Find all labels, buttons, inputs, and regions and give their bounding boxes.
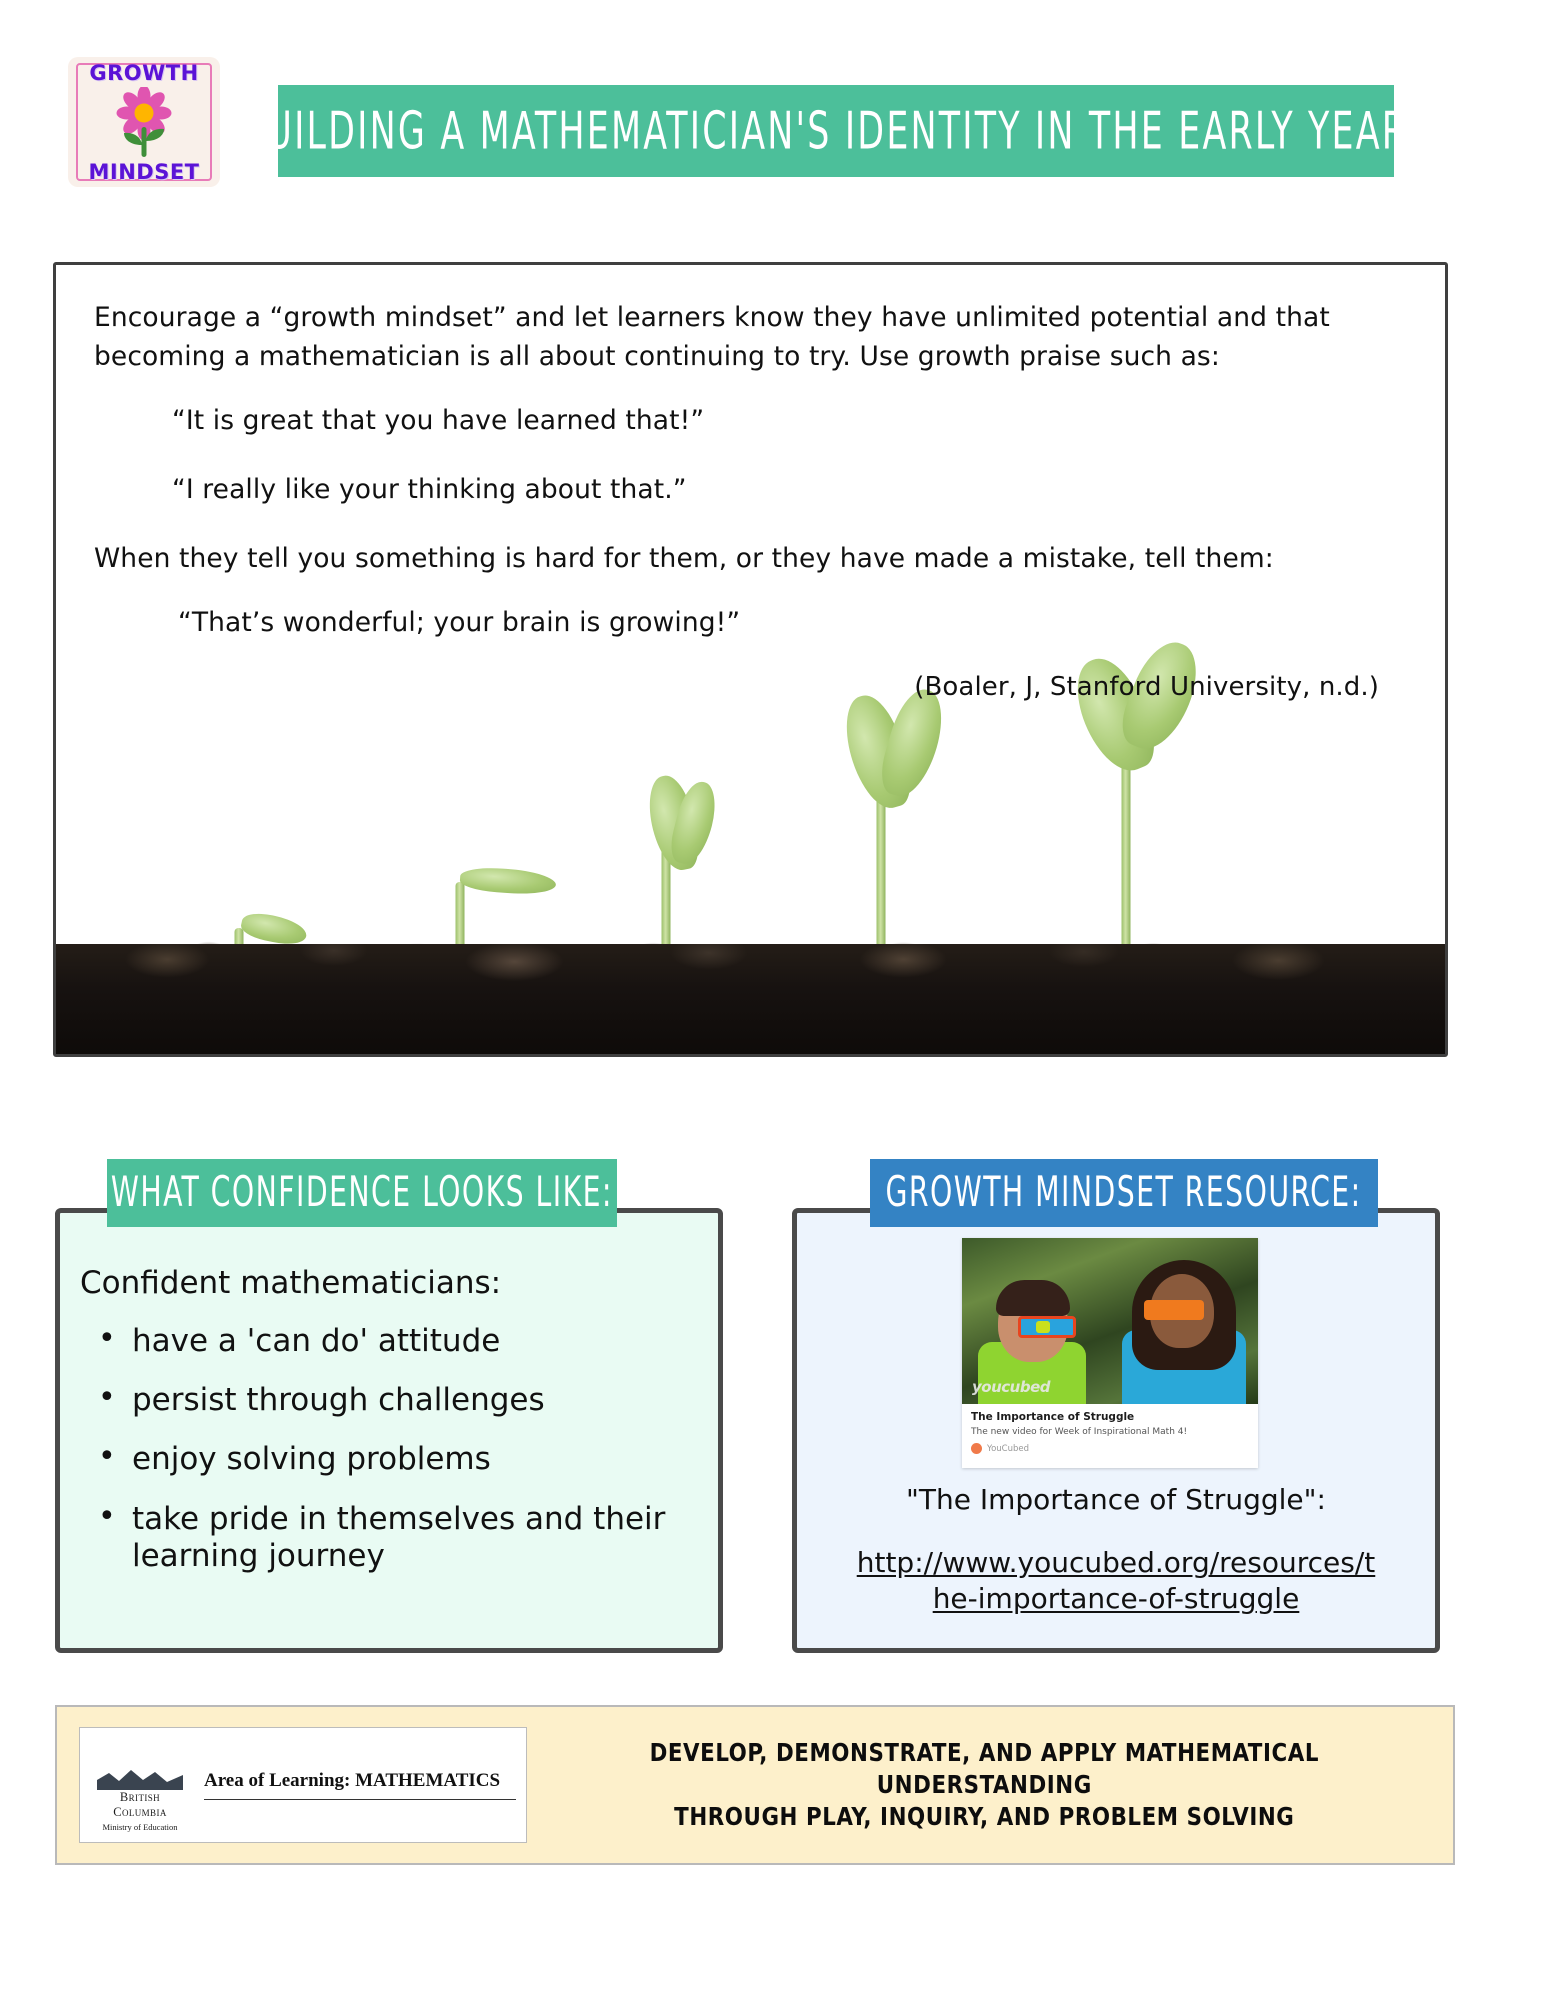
- bc-province-name: [113, 1790, 167, 1819]
- confidence-list: [80, 1323, 700, 1575]
- list-item: • enjoy solving problems: [80, 1441, 700, 1478]
- resource-url-link[interactable]: [857, 1546, 1376, 1615]
- seedling-growth-stages-photo: [56, 724, 1445, 1054]
- intro-paragraph: Encourage a “growth mindset” and let learners know they have unlimited potential and that becoming a mathematician is all about continuing to try. Use growth praise such as:: [94, 302, 1330, 372]
- thumbnail-source-label: YouCubed: [987, 1443, 1029, 1454]
- area-of-learning-block: [198, 1770, 516, 1800]
- resource-url[interactable]: [810, 1545, 1422, 1617]
- sunburst-graphic: [97, 1738, 183, 1790]
- big-idea-statement: [550, 1737, 1430, 1833]
- mask-orange: [1144, 1300, 1204, 1320]
- child-right: [1116, 1254, 1248, 1404]
- bc-ministry-label: Ministry of Education: [102, 1821, 178, 1832]
- url-line-1: http://www.youcubed.org/resources/t: [856, 1546, 1376, 1579]
- bc-line-2: Columbia: [113, 1804, 167, 1819]
- confidence-card-body: [80, 1265, 700, 1597]
- confidence-lead: Confident mathematicians:: [80, 1265, 502, 1301]
- praise-quote-2: “I really like your thinking about that.”: [172, 474, 687, 506]
- thumbnail-subtitle: The new video for Week of Inspirational Math 4!: [971, 1427, 1188, 1437]
- bc-line-1: British: [119, 1790, 161, 1805]
- bc-mountains-sunburst-icon: [90, 1738, 190, 1832]
- bc-curriculum-box: [79, 1727, 527, 1843]
- list-item: • have a 'can do' attitude: [80, 1323, 700, 1360]
- resource-card-header: [870, 1159, 1378, 1227]
- page-header: [0, 0, 1545, 210]
- page-footer: [55, 1705, 1455, 1865]
- youcubed-favicon-icon: [971, 1443, 982, 1454]
- hair-left: [996, 1280, 1070, 1316]
- youcubed-watermark: youcubed: [972, 1378, 1050, 1396]
- thumbnail-source: [971, 1443, 1249, 1454]
- main-content-panel: [53, 262, 1448, 1057]
- statement-line-2: THROUGH PLAY, INQUIRY, AND PROBLEM SOLVING: [674, 1802, 1295, 1831]
- logo-word-mindset: MINDSET: [88, 160, 200, 184]
- mistake-lead-paragraph: When they tell you something is hard for them, or they have made a mistake, tell them:: [94, 542, 1274, 574]
- url-line-2: he-importance-of-struggle: [932, 1581, 1300, 1615]
- soil-band: [56, 944, 1445, 1054]
- area-of-learning-title: Area of Learning: MATHEMATICS: [204, 1770, 516, 1800]
- praise-quote-1: “It is great that you have learned that!”: [172, 405, 705, 437]
- thumbnail-meta: [962, 1404, 1258, 1460]
- mistake-quote: “That’s wonderful; your brain is growing!”: [178, 607, 741, 639]
- confidence-card-header: [107, 1159, 617, 1227]
- confidence-header-label: WHAT CONFIDENCE LOOKS LIKE:: [110, 1169, 614, 1217]
- youcubed-video-thumbnail[interactable]: [962, 1238, 1258, 1468]
- header-banner: [239, 85, 1433, 177]
- resource-caption: "The Importance of Struggle":: [906, 1483, 1326, 1516]
- mask-emblem: [1036, 1321, 1050, 1333]
- thumbnail-title: The Importance of Struggle: [971, 1411, 1135, 1423]
- list-item: • take pride in themselves and their learning journey: [80, 1501, 700, 1575]
- page-title: BUILDING A MATHEMATICIAN'S IDENTITY IN THE EARLY YEARS: [239, 100, 1433, 162]
- logo-word-growth: GROWTH: [89, 61, 199, 85]
- citation: (Boaler, J, Stanford University, n.d.): [914, 672, 1379, 703]
- thumbnail-photo: [962, 1238, 1258, 1404]
- resource-header-label: GROWTH MINDSET RESOURCE:: [885, 1169, 1363, 1217]
- list-item: • persist through challenges: [80, 1382, 700, 1419]
- main-text-block: [56, 265, 1445, 707]
- statement-line-1: DEVELOP, DEMONSTRATE, AND APPLY MATHEMATICAL UNDERSTANDING: [649, 1738, 1320, 1799]
- mountain-silhouette: [97, 1766, 183, 1790]
- flower-icon: [104, 87, 184, 159]
- growth-mindset-logo: [68, 57, 220, 187]
